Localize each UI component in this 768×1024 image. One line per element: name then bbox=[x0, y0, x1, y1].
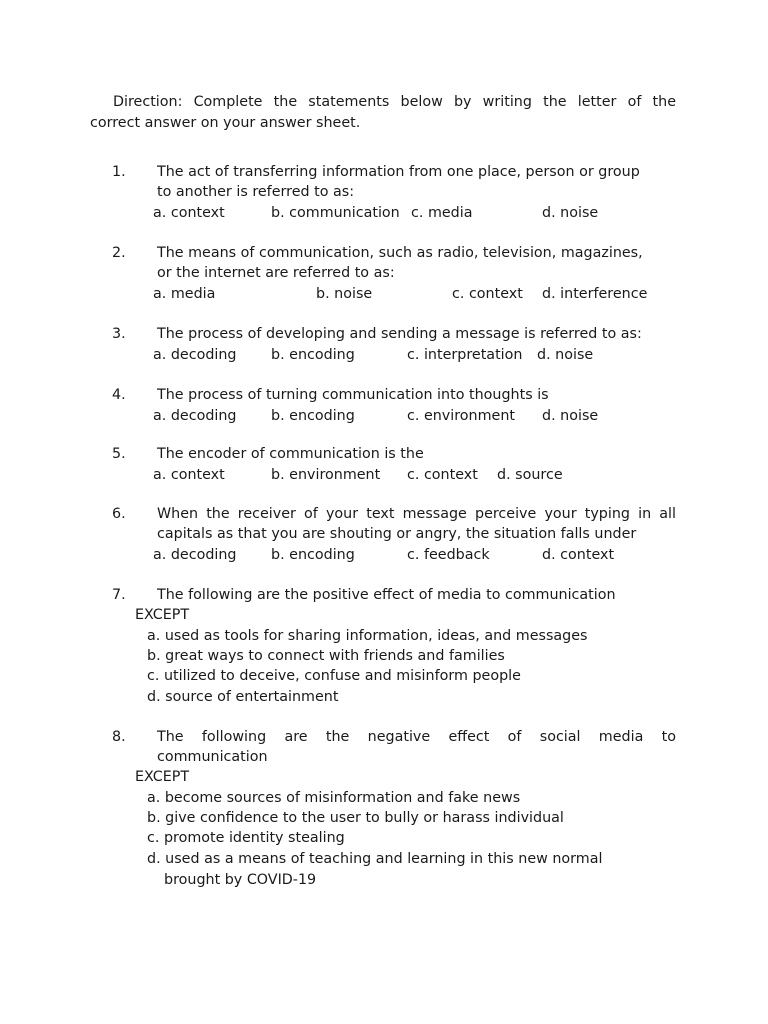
question-7-choice-a: a. used as tools for sharing information, ideas, and messages bbox=[147, 628, 588, 644]
question-1-choice-c: c. media bbox=[411, 205, 473, 221]
question-6-choice-a: a. decoding bbox=[153, 547, 237, 563]
question-1-line-1: The act of transferring information from one place, person or group bbox=[157, 164, 640, 180]
question-8-choice-d-continuation: brought by COVID-19 bbox=[164, 872, 317, 888]
question-8-line-1: The following are the negative effect of social media to bbox=[157, 729, 676, 745]
question-8-choice-b: b. give confidence to the user to bully or harass individual bbox=[147, 810, 564, 826]
question-1-number: 1. bbox=[112, 164, 126, 180]
question-6-line-1: When the receiver of your text message perceive your typing in all bbox=[157, 506, 676, 522]
question-3-choice-d: d. noise bbox=[537, 347, 594, 363]
question-7-number: 7. bbox=[112, 587, 126, 603]
question-4-choice-c: c. environment bbox=[407, 408, 516, 424]
question-3-line-1: The process of developing and sending a message is referred to as: bbox=[157, 326, 642, 342]
question-5-choice-a: a. context bbox=[153, 467, 225, 483]
question-1-choice-b: b. communication bbox=[271, 205, 400, 221]
question-4-choice-d: d. noise bbox=[542, 408, 599, 424]
question-7-choice-b: b. great ways to connect with friends and families bbox=[147, 648, 505, 664]
question-6-line-2: capitals as that you are shouting or angry, the situation falls under bbox=[157, 526, 637, 542]
question-7-choice-c: c. utilized to deceive, confuse and misinform people bbox=[147, 668, 521, 684]
question-5-choice-c: c. context bbox=[407, 467, 478, 483]
direction-line-2: correct answer on your answer sheet. bbox=[90, 115, 361, 131]
question-7-line-1: The following are the positive effect of media to communication bbox=[157, 587, 616, 603]
question-7-choice-d: d. source of entertainment bbox=[147, 689, 339, 705]
question-2-line-2: or the internet are referred to as: bbox=[157, 265, 395, 281]
question-5-choice-d: d. source bbox=[497, 467, 563, 483]
question-3-choice-a: a. decoding bbox=[153, 347, 237, 363]
question-5-line-1: The encoder of communication is the bbox=[157, 446, 424, 462]
question-1-choice-d: d. noise bbox=[542, 205, 599, 221]
question-1-choice-a: a. context bbox=[153, 205, 225, 221]
question-2-line-1: The means of communication, such as radio, television, magazines, bbox=[157, 245, 643, 261]
question-8-line-2: communication bbox=[157, 749, 268, 765]
question-5-choice-b: b. environment bbox=[271, 467, 381, 483]
question-3-number: 3. bbox=[112, 326, 126, 342]
question-2-choice-d: d. interference bbox=[542, 286, 648, 302]
question-6-choice-c: c. feedback bbox=[407, 547, 490, 563]
question-8-except: EXCEPT bbox=[135, 769, 190, 785]
question-6-number: 6. bbox=[112, 506, 126, 522]
question-2-choice-b: b. noise bbox=[316, 286, 373, 302]
direction-line-1: Direction: Complete the statements below by writing the letter of the bbox=[113, 94, 676, 110]
question-4-number: 4. bbox=[112, 387, 126, 403]
question-5-number: 5. bbox=[112, 446, 126, 462]
question-2-choice-a: a. media bbox=[153, 286, 216, 302]
question-3-choice-b: b. encoding bbox=[271, 347, 355, 363]
question-3-choice-c: c. interpretation bbox=[407, 347, 523, 363]
question-4-choice-b: b. encoding bbox=[271, 408, 355, 424]
question-8-number: 8. bbox=[112, 729, 126, 745]
question-4-choice-a: a. decoding bbox=[153, 408, 237, 424]
question-6-choice-d: d. context bbox=[542, 547, 615, 563]
question-2-choice-c: c. context bbox=[452, 286, 523, 302]
question-7-except: EXCEPT bbox=[135, 607, 190, 623]
question-1-line-2: to another is referred to as: bbox=[157, 184, 355, 200]
question-8-choice-d: d. used as a means of teaching and learning in this new normal bbox=[147, 851, 603, 867]
question-2-number: 2. bbox=[112, 245, 126, 261]
question-4-line-1: The process of turning communication into thoughts is bbox=[157, 387, 549, 403]
question-6-choice-b: b. encoding bbox=[271, 547, 355, 563]
question-8-choice-c: c. promote identity stealing bbox=[147, 830, 345, 846]
question-8-choice-a: a. become sources of misinformation and fake news bbox=[147, 790, 521, 806]
